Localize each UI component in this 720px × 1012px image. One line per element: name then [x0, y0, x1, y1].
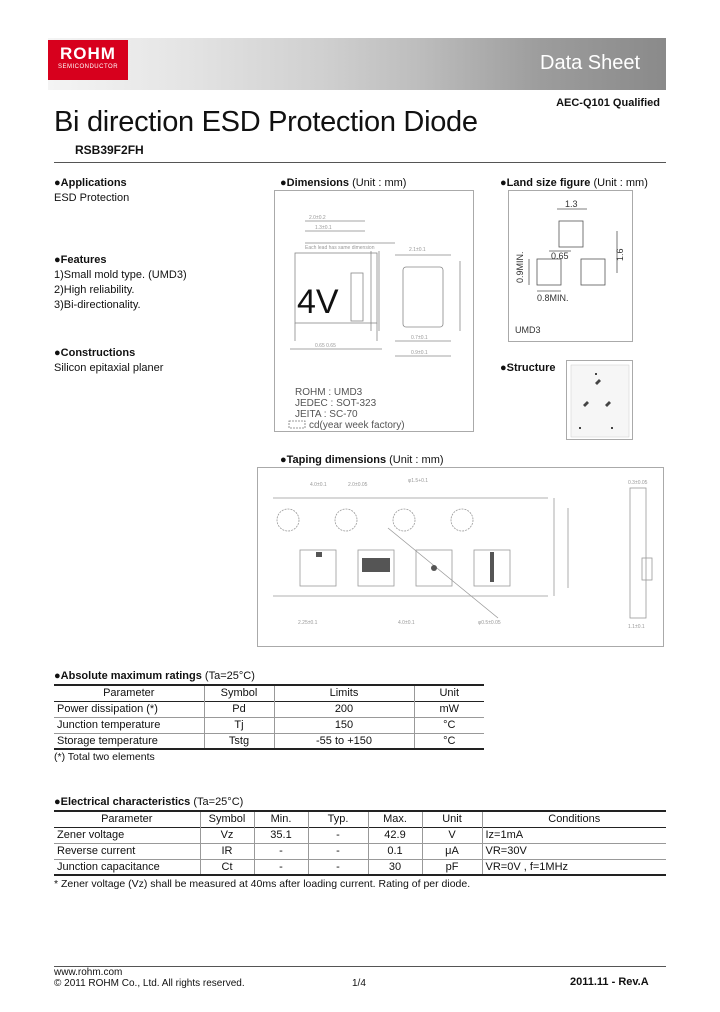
taping-heading: ●Taping dimensions (Unit : mm) — [280, 454, 444, 466]
table-cell: Tj — [204, 717, 274, 733]
column-header: Max. — [368, 811, 422, 827]
footer-url: www.rohm.com — [54, 967, 123, 978]
table-cell: mW — [414, 701, 484, 717]
svg-text:Each lead has same dimension: Each lead has same dimension — [305, 245, 375, 251]
structure-figure — [566, 360, 633, 440]
table-cell: 35.1 — [254, 827, 308, 843]
structure-heading: ●Structure — [500, 362, 556, 374]
column-header: Unit — [414, 685, 484, 701]
table-cell: IR — [200, 843, 254, 859]
table-cell: Ct — [200, 859, 254, 875]
table-cell: -55 to +150 — [274, 733, 414, 749]
svg-text:JEDEC : SOT-323: JEDEC : SOT-323 — [295, 398, 377, 409]
table-cell: Power dissipation (*) — [57, 703, 158, 715]
applications-item: ESD Protection — [54, 192, 130, 204]
table-cell: - — [308, 827, 368, 843]
table-cell: Zener voltage — [57, 829, 125, 841]
svg-text:2.1±0.1: 2.1±0.1 — [409, 247, 426, 253]
table-cell: Reverse current — [57, 845, 136, 857]
svg-text:1.3: 1.3 — [565, 199, 578, 209]
column-header: Symbol — [200, 811, 254, 827]
table-header-row — [54, 811, 666, 827]
svg-text:2.0±0.05: 2.0±0.05 — [348, 482, 368, 488]
taping-figure — [257, 467, 664, 647]
table-cell: - — [254, 843, 308, 859]
svg-text:0.7±0.1: 0.7±0.1 — [411, 335, 428, 341]
footer-copyright: © 2011 ROHM Co., Ltd. All rights reserved. — [54, 978, 245, 989]
table-cell: Pd — [204, 701, 274, 717]
column-header: Parameter — [103, 687, 155, 700]
table-cell: Vz — [200, 827, 254, 843]
svg-text:UMD3: UMD3 — [515, 325, 541, 335]
constructions-item: Silicon epitaxial planer — [54, 362, 164, 374]
svg-text:0.9MIN.: 0.9MIN. — [515, 251, 525, 283]
table-cell: 42.9 — [368, 827, 422, 843]
table-cell: - — [308, 843, 368, 859]
svg-text:1.3±0.1: 1.3±0.1 — [315, 225, 332, 231]
marking-text: 4V — [297, 283, 339, 321]
electrical-table — [54, 810, 666, 876]
svg-text:1.1±0.1: 1.1±0.1 — [628, 624, 645, 630]
table-cell: Iz=1mA — [482, 827, 666, 843]
svg-text:φ1.5+0.1: φ1.5+0.1 — [408, 478, 429, 484]
column-header: Symbol — [204, 685, 274, 701]
table-cell: °C — [414, 733, 484, 749]
column-header: Min. — [254, 811, 308, 827]
doc-type-label: Data Sheet — [540, 52, 641, 74]
revision-label: 2011.11 - Rev.A — [570, 976, 649, 988]
electrical-note: * Zener voltage (Vz) shall be measured at 40ms after loading current. Rating of per diode. — [54, 878, 471, 890]
title-divider — [54, 162, 666, 163]
table-cell: Junction capacitance — [57, 860, 160, 873]
qualification-label: AEC-Q101 Qualified — [556, 97, 660, 109]
features-heading: ●Features — [54, 254, 107, 266]
table-cell: - — [308, 859, 368, 875]
table-cell: Junction temperature — [57, 719, 161, 731]
column-header: Unit — [422, 811, 482, 827]
page-title: Bi direction ESD Protection Diode — [54, 106, 478, 138]
svg-text:φ0.5±0.05: φ0.5±0.05 — [478, 620, 501, 626]
land-size-heading: ●Land size figure (Unit : mm) — [500, 177, 648, 189]
abs-max-table — [54, 684, 484, 750]
table-cell: 200 — [274, 701, 414, 717]
table-cell: pF — [422, 859, 482, 875]
table-cell: V — [422, 827, 482, 843]
table-cell: Storage temperature — [57, 734, 158, 747]
table-cell: °C — [414, 717, 484, 733]
table-row — [54, 843, 666, 859]
features-item: 2)High reliability. — [54, 284, 135, 296]
table-cell: Tstg — [204, 733, 274, 749]
table-cell: VR=30V — [482, 843, 666, 859]
footer-divider — [54, 966, 666, 967]
svg-text:1.6: 1.6 — [615, 248, 625, 261]
page-number: 1/4 — [352, 978, 366, 989]
table-cell: 150 — [274, 717, 414, 733]
column-header: Conditions — [482, 811, 666, 827]
applications-heading: ●Applications — [54, 177, 127, 189]
table-cell: 30 — [368, 859, 422, 875]
svg-text:JEITA : SC-70: JEITA : SC-70 — [295, 409, 358, 420]
part-number: RSB39F2FH — [75, 143, 144, 157]
electrical-heading: ●Electrical characteristics (Ta=25°C) — [54, 796, 244, 808]
svg-text:2.25±0.1: 2.25±0.1 — [298, 620, 318, 626]
svg-text:ROHM : UMD3: ROHM : UMD3 — [295, 387, 363, 398]
table-row — [54, 827, 666, 843]
table-cell: - — [254, 859, 308, 875]
svg-text:0.65: 0.65 — [551, 251, 569, 261]
svg-text:4.0±0.1: 4.0±0.1 — [398, 620, 415, 626]
table-cell: 0.1 — [368, 843, 422, 859]
features-item: 1)Small mold type. (UMD3) — [54, 269, 187, 281]
svg-text:0.9±0.1: 0.9±0.1 — [411, 350, 428, 356]
svg-text:0.3±0.05: 0.3±0.05 — [628, 480, 648, 486]
svg-text:0.8MIN.: 0.8MIN. — [537, 293, 569, 303]
features-item: 3)Bi-directionality. — [54, 299, 141, 311]
column-header: Parameter — [101, 813, 153, 826]
table-row — [54, 859, 666, 875]
abs-max-note: (*) Total two elements — [54, 751, 155, 763]
rohm-logo: ROHM SEMICONDUCTOR — [48, 40, 128, 80]
land-size-figure — [508, 190, 633, 342]
constructions-heading: ●Constructions — [54, 347, 136, 359]
svg-text:2.0±0.2: 2.0±0.2 — [309, 215, 326, 221]
svg-text:0.65 0.65: 0.65 0.65 — [315, 343, 336, 349]
svg-text:4.0±0.1: 4.0±0.1 — [310, 482, 327, 488]
table-cell: μA — [422, 843, 482, 859]
table-row — [54, 701, 484, 717]
column-header: Typ. — [308, 811, 368, 827]
table-header-row — [54, 685, 484, 701]
table-row — [54, 733, 484, 749]
abs-max-heading: ●Absolute maximum ratings (Ta=25°C) — [54, 670, 255, 682]
dimensions-figure — [274, 190, 474, 432]
svg-text:cd(year week factory): cd(year week factory) — [309, 420, 405, 431]
dimensions-heading: ●Dimensions (Unit : mm) — [280, 177, 407, 189]
column-header: Limits — [274, 685, 414, 701]
table-cell: VR=0V , f=1MHz — [482, 859, 666, 875]
table-row — [54, 717, 484, 733]
